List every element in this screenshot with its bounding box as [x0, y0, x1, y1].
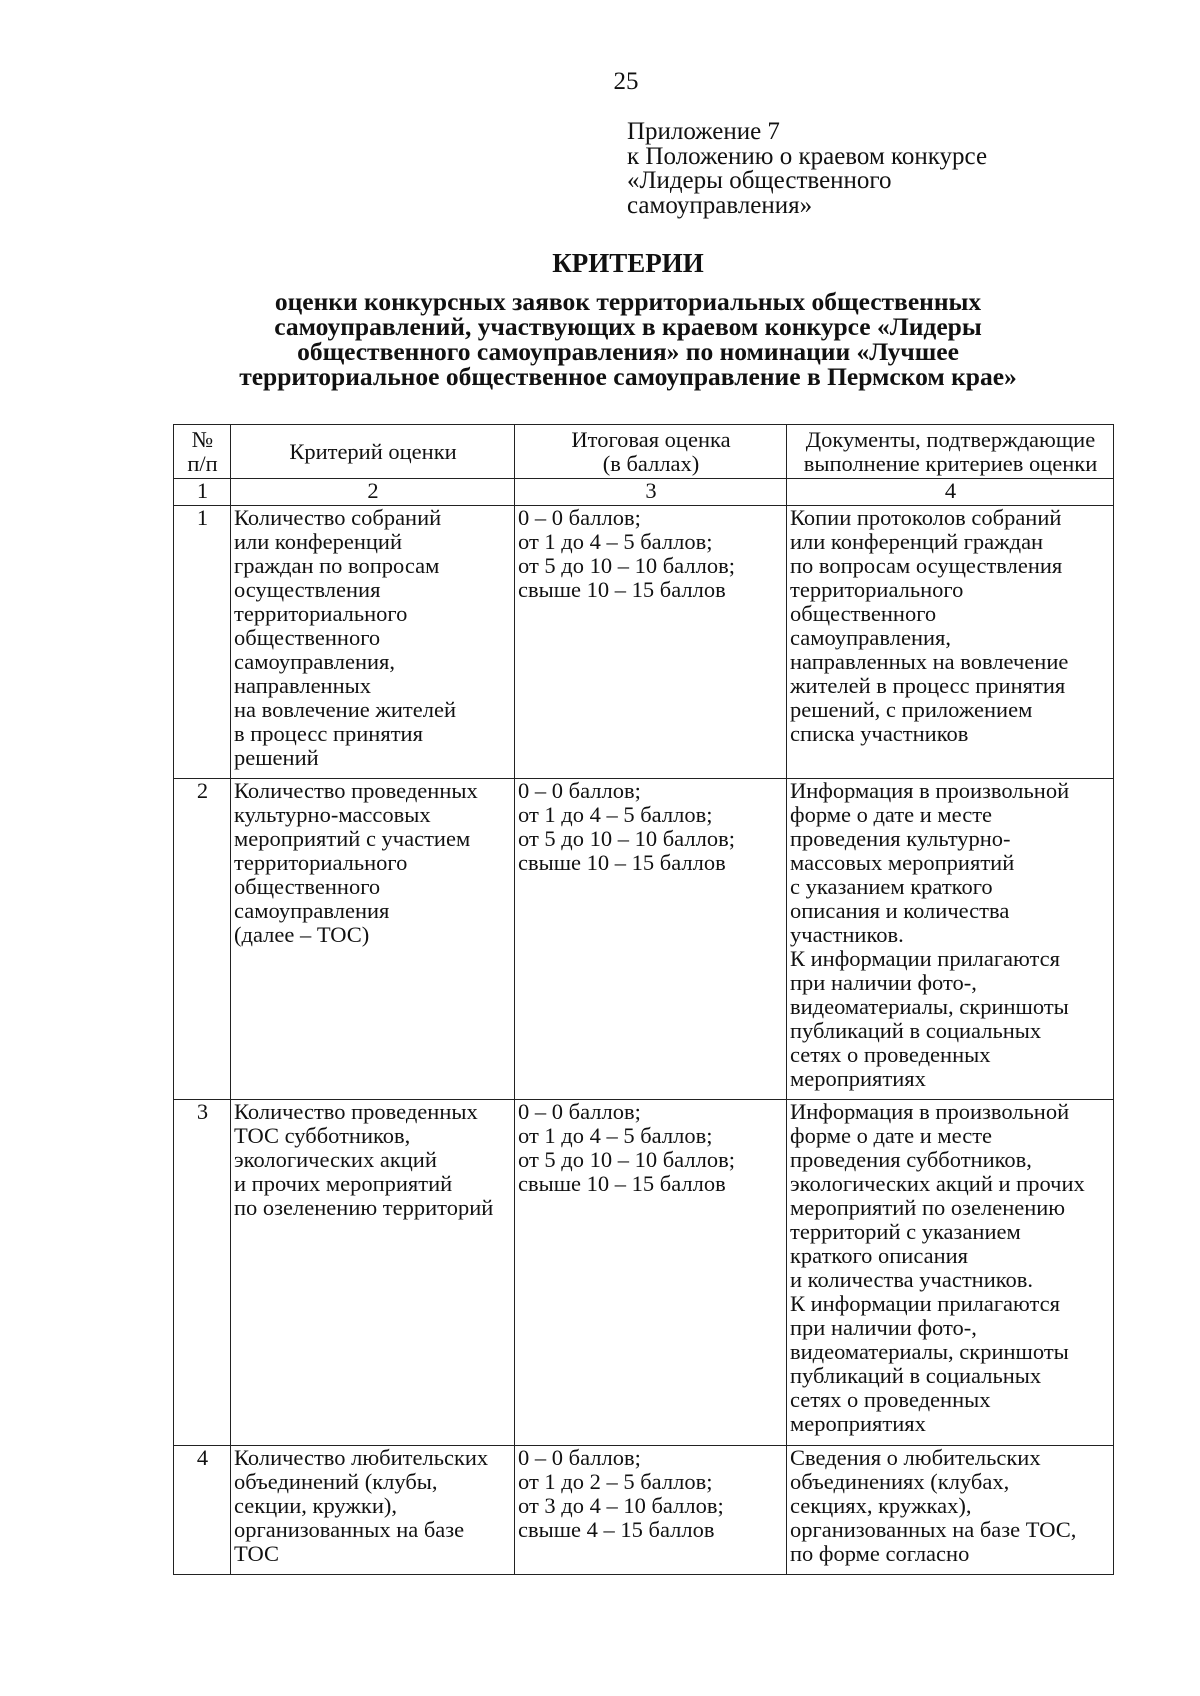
cell-line: Информация в произвольной	[790, 1099, 1070, 1124]
documents-cell	[787, 1446, 1114, 1575]
subtitle-line: оценки конкурсных заявок территориальных общественных	[274, 287, 982, 316]
cell-line: проведения культурно-	[790, 826, 1011, 851]
table-header-row	[174, 425, 1114, 479]
cell-line: территориального	[790, 577, 964, 602]
column-number: 3	[515, 479, 787, 506]
cell-line: описания и количества	[790, 898, 1010, 923]
cell-line: секции, кружки),	[234, 1493, 398, 1518]
column-number-row	[174, 479, 1114, 506]
cell-line: свыше 4 – 15 баллов	[518, 1517, 715, 1542]
criteria-table	[173, 424, 1114, 1575]
cell-line: с указанием краткого	[790, 874, 993, 899]
cell-line: самоуправления,	[234, 649, 396, 674]
cell-line: организованных на базе	[234, 1517, 465, 1542]
appendix-line: к Положению о краевом конкурсе	[627, 142, 988, 170]
cell-line: в процесс принятия	[234, 721, 423, 746]
cell-line: по озеленению территорий	[234, 1195, 494, 1220]
table-row	[174, 506, 1114, 779]
cell-line: экологических акций и прочих	[790, 1171, 1085, 1196]
cell-line: от 1 до 2 – 5 баллов;	[518, 1469, 713, 1494]
cell-line: форме о дате и месте	[790, 1123, 993, 1148]
cell-line: участников.	[790, 922, 904, 947]
cell-line: от 5 до 10 – 10 баллов;	[518, 553, 735, 578]
cell-line: самоуправления,	[790, 625, 952, 650]
column-number: 4	[787, 479, 1114, 506]
row-number: 2	[174, 779, 231, 1100]
cell-line: 0 – 0 баллов;	[518, 1445, 641, 1470]
cell-line: форме о дате и месте	[790, 802, 993, 827]
row-number: 1	[174, 506, 231, 779]
subtitle-line: самоуправлений, участвующих в краевом конкурсе «Лидеры	[274, 312, 982, 341]
score-cell	[515, 1100, 787, 1446]
cell-line: от 5 до 10 – 10 баллов;	[518, 1147, 735, 1172]
cell-line: Количество проведенных	[234, 1099, 478, 1124]
subtitle-line: территориальное общественное самоуправление в Пермском крае»	[239, 362, 1017, 391]
cell-line: экологических акций	[234, 1147, 437, 1172]
appendix-line: самоуправления»	[627, 191, 813, 219]
documents-cell	[787, 506, 1114, 779]
criterion-cell	[231, 1446, 515, 1575]
cell-line: свыше 10 – 15 баллов	[518, 577, 726, 602]
cell-line: осуществления	[234, 577, 381, 602]
cell-line: (далее – ТОС)	[234, 922, 370, 947]
cell-line: культурно-массовых	[234, 802, 431, 827]
cell-line: мероприятий по озеленению	[790, 1195, 1066, 1220]
document-subtitle	[0, 289, 1200, 389]
cell-line: Количество проведенных	[234, 778, 478, 803]
criterion-cell	[231, 779, 515, 1100]
cell-line: К информации прилагаются	[790, 1291, 1060, 1316]
cell-line: видеоматериалы, скриншоты	[790, 994, 1069, 1019]
score-cell	[515, 779, 787, 1100]
cell-line: мероприятий с участием	[234, 826, 471, 851]
cell-line: от 1 до 4 – 5 баллов;	[518, 529, 713, 554]
cell-line: от 5 до 10 – 10 баллов;	[518, 826, 735, 851]
cell-line: ТОС субботников,	[234, 1123, 411, 1148]
cell-line: территориального	[234, 601, 408, 626]
cell-line: при наличии фото-,	[790, 1315, 977, 1340]
subtitle-line: общественного самоуправления» по номинации «Лучшее	[297, 337, 959, 366]
cell-line: Количество любительских	[234, 1445, 489, 1470]
cell-line: самоуправления	[234, 898, 390, 923]
cell-line: 0 – 0 баллов;	[518, 778, 641, 803]
document-title: КРИТЕРИИ	[552, 248, 704, 278]
row-number: 3	[174, 1100, 231, 1446]
cell-line: решений, с приложением	[790, 697, 1033, 722]
cell-line: свыше 10 – 15 баллов	[518, 1171, 726, 1196]
cell-line: списка участников	[790, 721, 969, 746]
cell-line: Сведения о любительских	[790, 1445, 1041, 1470]
cell-line: жителей в процесс принятия	[790, 673, 1066, 698]
column-number: 1	[174, 479, 231, 506]
score-cell	[515, 506, 787, 779]
row-number: 4	[174, 1446, 231, 1575]
cell-line: Копии протоколов собраний	[790, 505, 1062, 530]
cell-line: общественного	[234, 625, 381, 650]
cell-line: Количество собраний	[234, 505, 442, 530]
cell-line: проведения субботников,	[790, 1147, 1032, 1172]
cell-line: и прочих мероприятий	[234, 1171, 453, 1196]
column-number: 2	[231, 479, 515, 506]
cell-line: сетях о проведенных	[790, 1387, 991, 1412]
cell-line: по форме согласно	[790, 1541, 970, 1566]
table-row	[174, 779, 1114, 1100]
cell-line: массовых мероприятий	[790, 850, 1015, 875]
documents-cell	[787, 779, 1114, 1100]
cell-line: секциях, кружках),	[790, 1493, 972, 1518]
header-score: Итоговая оценка (в баллах)	[515, 425, 787, 479]
appendix-line: Приложение 7	[627, 118, 780, 145]
cell-line: сетях о проведенных	[790, 1042, 991, 1067]
appendix-note	[627, 120, 987, 218]
cell-line: видеоматериалы, скриншоты	[790, 1339, 1069, 1364]
cell-line: Информация в произвольной	[790, 778, 1070, 803]
cell-line: территорий с указанием	[790, 1219, 1021, 1244]
cell-line: общественного	[790, 601, 937, 626]
cell-line: 0 – 0 баллов;	[518, 505, 641, 530]
cell-line: направленных	[234, 673, 371, 698]
cell-line: при наличии фото-,	[790, 970, 977, 995]
cell-line: или конференций	[234, 529, 402, 554]
cell-line: 0 – 0 баллов;	[518, 1099, 641, 1124]
cell-line: общественного	[234, 874, 381, 899]
cell-line: публикаций в социальных	[790, 1018, 1042, 1043]
cell-line: решений	[234, 745, 319, 770]
header-num: № п/п	[174, 425, 231, 479]
cell-line: объединениях (клубах,	[790, 1469, 1010, 1494]
cell-line: краткого описания	[790, 1243, 969, 1268]
cell-line: граждан по вопросам	[234, 553, 440, 578]
cell-line: мероприятиях	[790, 1411, 926, 1436]
header-documents: Документы, подтверждающие выполнение критериев оценки	[787, 425, 1114, 479]
cell-line: территориального	[234, 850, 408, 875]
score-cell	[515, 1446, 787, 1575]
cell-line: К информации прилагаются	[790, 946, 1060, 971]
cell-line: от 1 до 4 – 5 баллов;	[518, 1123, 713, 1148]
cell-line: по вопросам осуществления	[790, 553, 1063, 578]
cell-line: организованных на базе ТОС,	[790, 1517, 1077, 1542]
cell-line: и количества участников.	[790, 1267, 1034, 1292]
cell-line: или конференций граждан	[790, 529, 1044, 554]
cell-line: от 3 до 4 – 10 баллов;	[518, 1493, 724, 1518]
cell-line: объединений (клубы,	[234, 1469, 438, 1494]
cell-line: на вовлечение жителей	[234, 697, 457, 722]
cell-line: направленных на вовлечение	[790, 649, 1069, 674]
cell-line: публикаций в социальных	[790, 1363, 1042, 1388]
page-number: 25	[613, 68, 639, 95]
cell-line: от 1 до 4 – 5 баллов;	[518, 802, 713, 827]
header-criterion: Критерий оценки	[231, 425, 515, 479]
criterion-cell	[231, 1100, 515, 1446]
documents-cell	[787, 1100, 1114, 1446]
criterion-cell	[231, 506, 515, 779]
table-row	[174, 1446, 1114, 1575]
cell-line: ТОС	[234, 1541, 279, 1566]
cell-line: свыше 10 – 15 баллов	[518, 850, 726, 875]
cell-line: мероприятиях	[790, 1066, 926, 1091]
appendix-line: «Лидеры общественного	[627, 167, 892, 194]
table-row	[174, 1100, 1114, 1446]
